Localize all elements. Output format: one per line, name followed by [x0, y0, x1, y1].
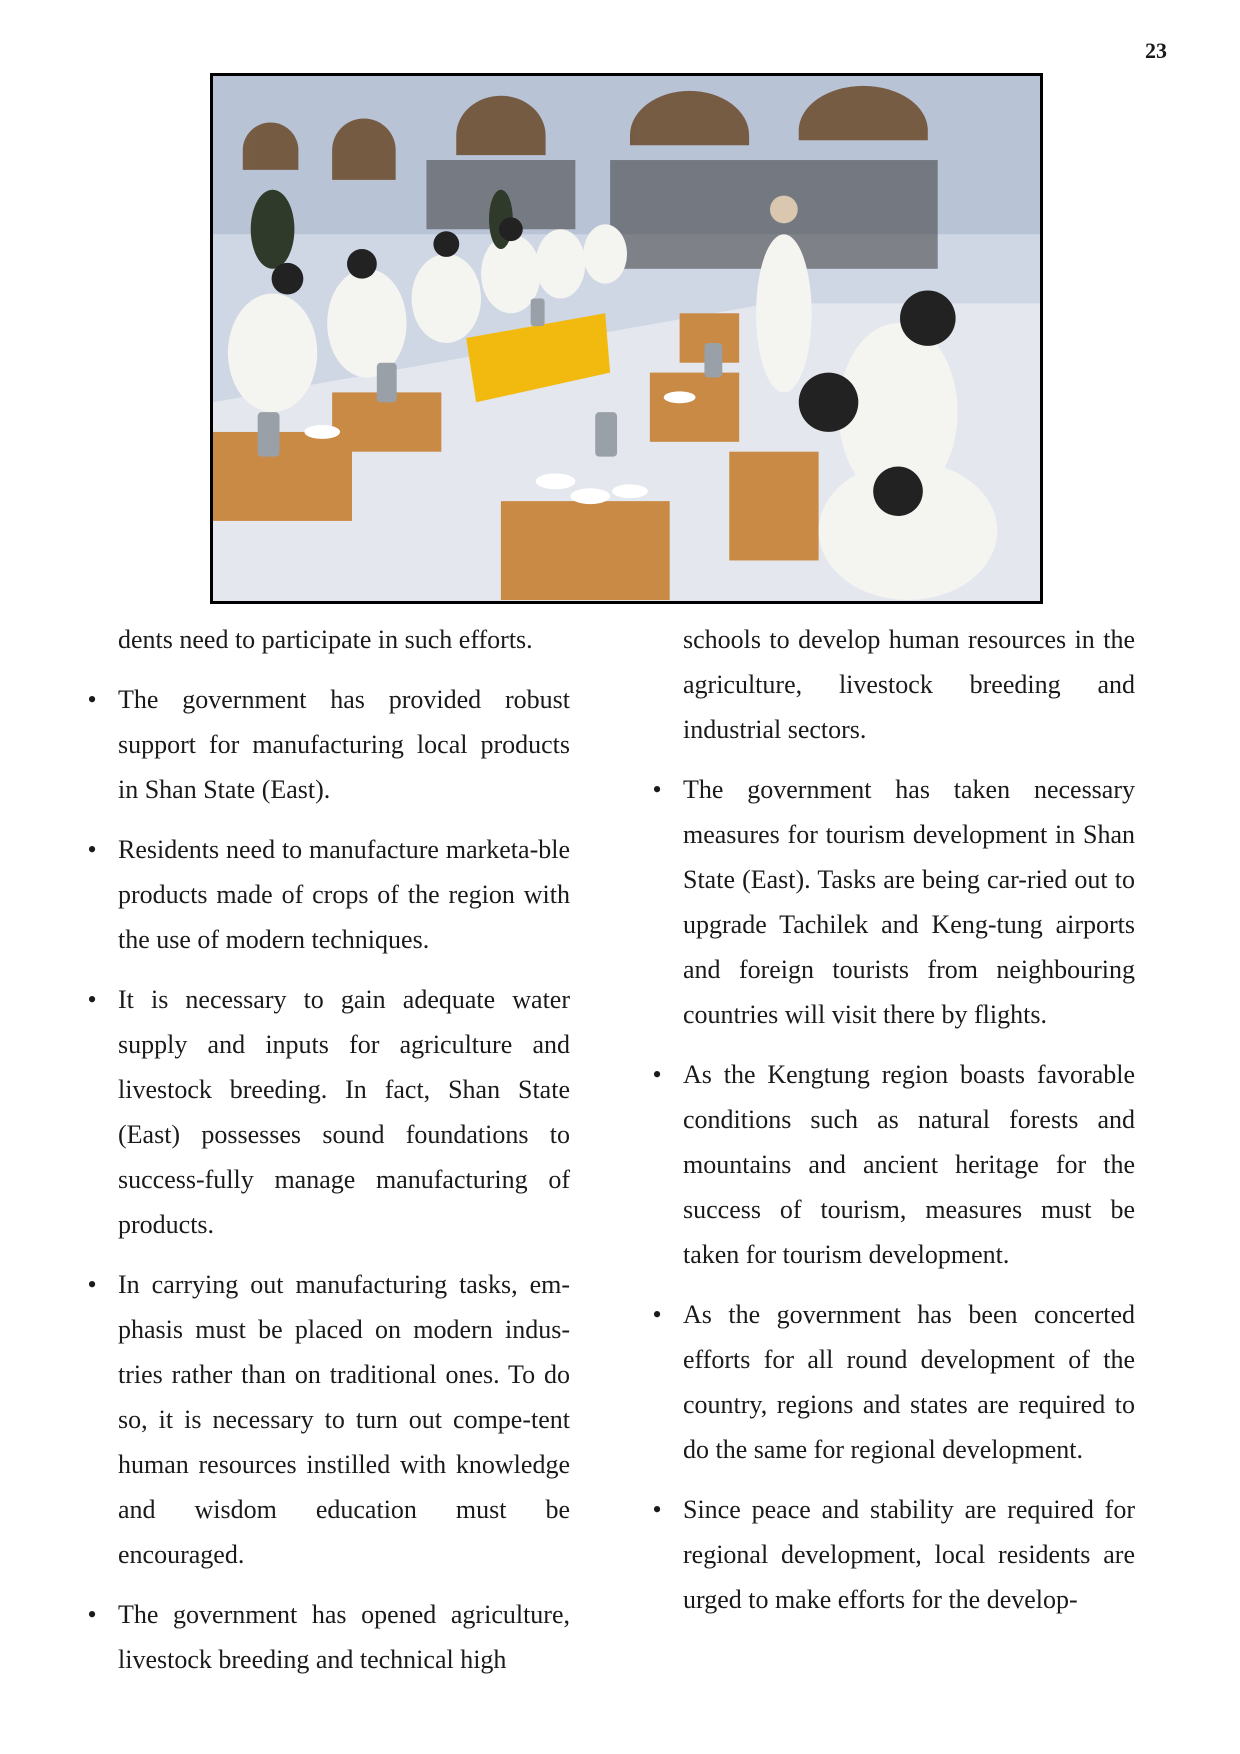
list-item	[645, 1292, 1135, 1472]
right-continuation-text: schools to develop human resources in the agriculture, livestock breeding and industrial sectors.	[683, 625, 1135, 744]
bullet-icon: •	[87, 1270, 97, 1299]
list-item	[80, 1262, 570, 1577]
bullet-icon: •	[87, 985, 97, 1014]
list-item	[80, 827, 570, 962]
bullet-icon: •	[652, 1495, 662, 1524]
left-column	[80, 617, 570, 1682]
bullet-text: It is necessary to gain adequate water supply and inputs for agriculture and livestock breeding. In fact, Shan State (East) possesses sound foundations to success-fully manage manufacturing of products.	[118, 985, 570, 1239]
bullet-text: The government has opened agriculture, livestock breeding and technical high	[118, 1600, 570, 1674]
bullet-icon: •	[652, 1060, 662, 1089]
bullet-text: The government has taken necessary measures for tourism development in Shan State (East). Tasks are being car-ried out to upgrade Tachilek and Keng-tung airports and foreign tourists from neighbouring countries will visit there by flights.	[683, 775, 1135, 1029]
list-item	[645, 767, 1135, 1037]
bullet-icon: •	[652, 1300, 662, 1329]
bullet-text: In carrying out manufacturing tasks, em-phasis must be placed on modern indus-tries rather than on traditional ones. To do so, it is necessary to turn out compe-tent human resources instilled with knowledge and wisdom education must be encouraged.	[118, 1270, 570, 1569]
list-item	[645, 1487, 1135, 1622]
list-item	[80, 677, 570, 812]
bullet-icon: •	[652, 775, 662, 804]
bullet-text: Residents need to manufacture marketa-ble products made of crops of the region with the use of modern techniques.	[118, 835, 570, 954]
list-item	[80, 977, 570, 1247]
meeting-photo-icon	[213, 76, 1040, 601]
right-column	[645, 617, 1135, 1622]
bullet-icon: •	[87, 1600, 97, 1629]
left-continuation-text: dents need to participate in such efforts.	[118, 625, 533, 654]
meeting-photo	[210, 73, 1043, 604]
bullet-text: As the Kengtung region boasts favorable conditions such as natural forests and mountains and ancient heritage for the success of tourism, measures must be taken for tourism development.	[683, 1060, 1135, 1269]
bullet-text: The government has provided robust support for manufacturing local products in Shan State (East).	[118, 685, 570, 804]
bullet-icon: •	[87, 685, 97, 714]
bullet-icon: •	[87, 835, 97, 864]
bullet-text: Since peace and stability are required for regional development, local residents are urged to make efforts for the develop-	[683, 1495, 1135, 1614]
list-item	[80, 1592, 570, 1682]
list-item	[645, 1052, 1135, 1277]
page-number: 23	[1145, 38, 1167, 63]
bullet-text: As the government has been concerted efforts for all round development of the country, regions and states are required to do the same for regional development.	[683, 1300, 1135, 1464]
